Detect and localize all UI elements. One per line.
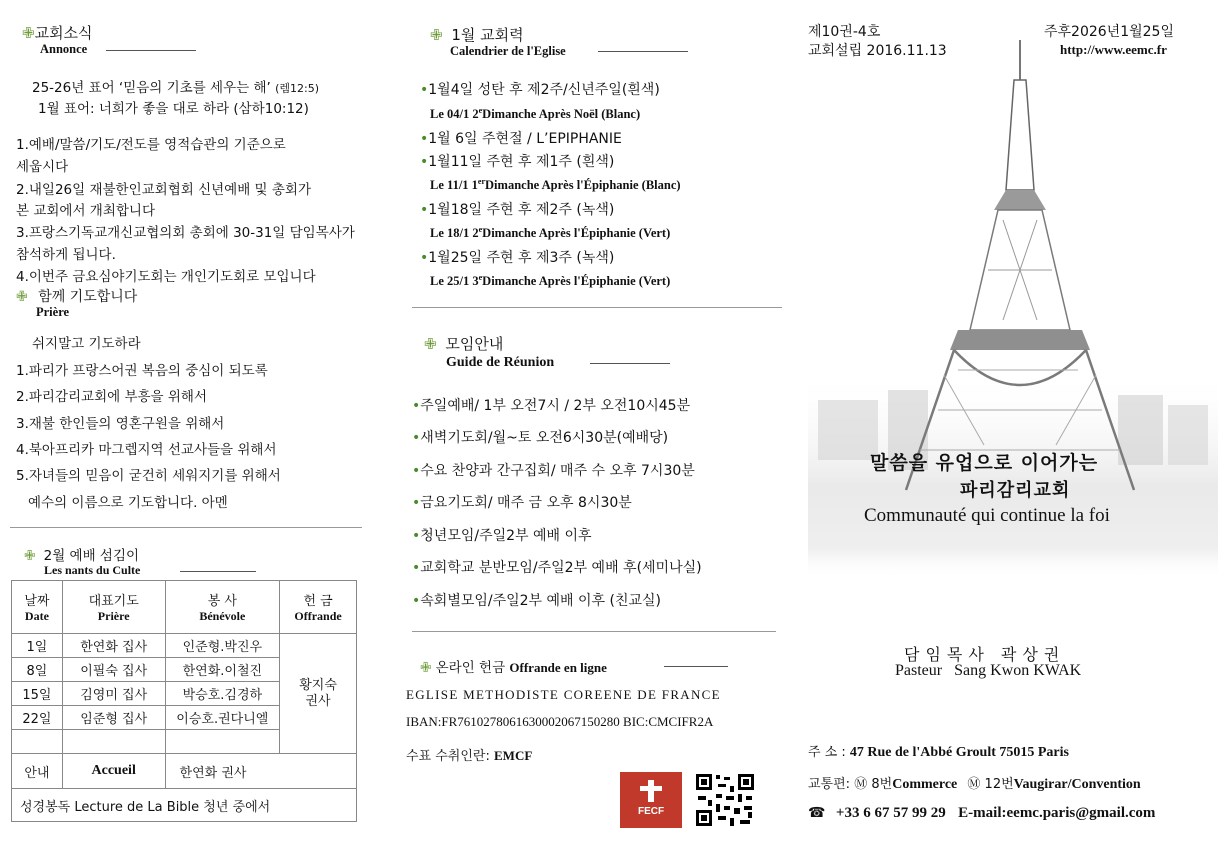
prayer-item: 3.재불 한인들의 영혼구원을 위해서 <box>16 416 225 432</box>
calendar-item: •1월18일 주현 후 제2주 (녹색) <box>420 202 615 218</box>
table-row: 15일 김영미 집사 박승호.김경하 <box>12 682 357 706</box>
news-item: 본 교회에서 개최합니다 <box>16 203 155 219</box>
duty-heading: ✙ 2월 예배 섬김이 <box>24 548 140 564</box>
header-date: 날짜 Date <box>12 581 63 634</box>
calendar-subheading: Calendrier de l'Eglise <box>450 44 566 58</box>
slogan-korean: 말씀을 유업으로 이어가는 <box>870 452 1099 474</box>
news-item: 4.이번주 금요심야기도회는 개인기도회로 모입니다 <box>16 269 316 285</box>
email-link[interactable]: E-mail:eemc.paris@gmail.com <box>958 805 1156 821</box>
meeting-heading: ✙ 모임안내 <box>424 335 504 353</box>
iban: IBAN:FR7610278061630002067150280 BIC:CMCIFR2A <box>406 714 714 729</box>
news-item: 세웁시다 <box>16 159 69 175</box>
transport: 교통편: Ⓜ 8번Commerce Ⓜ 12번Vaugirar/Convention <box>808 777 1141 792</box>
header-volunteer: 봉 사 Bénévole <box>165 581 280 634</box>
prayer-subheading: Prière <box>36 305 70 319</box>
motto-line-2: 1월 표어: 너희가 좋을 대로 하라 (삼하10:12) <box>38 101 309 117</box>
news-item: 2.내일26일 재불한인교회협회 신년예배 및 총회가 <box>16 182 312 198</box>
divider <box>106 50 196 51</box>
contact: ☎ +33 6 67 57 99 29 E-mail:eemc.paris@gmail.com <box>808 805 1156 821</box>
qr-code-icon <box>694 772 756 828</box>
cross-icon: ✙ <box>16 289 28 305</box>
slogan-french: Communauté qui continue la foi <box>864 505 1110 526</box>
motto-line-1: 25-26년 표어 ‘믿음의 기초를 세우는 해’ (렘12:5) <box>32 80 320 96</box>
meeting-item: •금요기도회/ 매주 금 오후 8시30분 <box>412 495 632 511</box>
website-link[interactable]: http://www.eemc.fr <box>1060 42 1167 57</box>
metro-icon: Ⓜ <box>967 777 981 792</box>
cross-icon: ✙ <box>24 548 36 564</box>
divider <box>590 363 670 364</box>
pastor-french: Pasteur Sang Kwon KWAK <box>895 662 1082 679</box>
church-name: 파리감리교회 <box>960 480 1071 501</box>
table-row: 22일 임준형 집사 이승호.권다니엘 <box>12 706 357 730</box>
fecf-logo: FECF <box>620 772 682 828</box>
founded-date: 교회설립 2016.11.13 <box>808 43 947 59</box>
cross-icon: ✙ <box>430 26 443 44</box>
divider <box>664 666 728 667</box>
calendar-item: •1월4일 성탄 후 제2주/신년주일(흰색) <box>420 82 660 98</box>
cross-logo-icon <box>620 772 682 828</box>
prayer-item: 4.북아프리카 마그렙지역 선교사들을 위해서 <box>16 442 277 458</box>
bank-name: EGLISE METHODISTE COREENE DE FRANCE <box>406 687 721 702</box>
section-divider <box>412 307 782 308</box>
prayer-item: 2.파리감리교회에 부흥을 위해서 <box>16 389 207 405</box>
cross-icon: ✙ <box>420 660 432 676</box>
cheque-payee: 수표 수취인란: EMCF <box>406 748 533 764</box>
meeting-item: •수요 찬양과 간구집회/ 매주 수 오후 7시30분 <box>412 463 695 479</box>
divider <box>598 51 688 52</box>
cross-icon: ✙ <box>22 24 35 42</box>
calendar-item-fr: Le 11/1 1erDimanche Après l'Épiphanie (Blanc) <box>430 177 681 193</box>
issue-date: 주후2026년1월25일 <box>1044 24 1174 40</box>
calendar-item-fr: Le 25/1 3eDimanche Après l'Épiphanie (Vert) <box>430 273 671 289</box>
table-header-row <box>12 581 357 634</box>
prayer-close: 예수의 이름으로 기도합니다. 아멘 <box>28 495 228 511</box>
header-prayer: 대표기도 Prière <box>62 581 165 634</box>
online-offering-heading: ✙ 온라인 헌금 Offrande en ligne <box>420 660 607 676</box>
phone-icon: ☎ <box>808 805 826 821</box>
calendar-item: •1월11일 주현 후 제1주 (흰색) <box>420 154 615 170</box>
metro-icon: Ⓜ <box>854 777 868 792</box>
qr-code <box>694 772 756 828</box>
offering-cell: 황지숙 권사 <box>280 634 357 754</box>
divider <box>180 571 256 572</box>
meeting-item: •새벽기도회/월~토 오전6시30분(예배당) <box>412 430 669 446</box>
calendar-item-fr: Le 18/1 2eDimanche Après l'Épiphanie (Vert) <box>430 225 671 241</box>
meeting-item: •교회학교 분반모임/주일2부 예배 후(세미나실) <box>412 560 702 576</box>
volume-number: 제10권-4호 <box>808 24 881 40</box>
address: 주 소 : 47 Rue de l'Abbé Groult 75015 Paris <box>808 745 1069 760</box>
guide-row: 안내 Accueil 한연화 권사 <box>12 754 357 789</box>
calendar-heading: ✙ 1월 교회력 <box>430 26 524 44</box>
pastor-korean: 담임목사 곽상권 <box>904 645 1066 664</box>
meeting-item: •주일예배/ 1부 오전7시 / 2부 오전10시45분 <box>412 398 691 414</box>
calendar-item-fr: Le 04/1 2eDimanche Après Noël (Blanc) <box>430 106 641 122</box>
prayer-item: 1.파리가 프랑스어권 복음의 중심이 되도록 <box>16 363 268 379</box>
table-row: 8일 이필숙 집사 한연화.이철진 <box>12 658 357 682</box>
news-item: 3.프랑스기독교개신교협의회 총회에 30-31일 담임목사가 <box>16 225 355 241</box>
table-row: 1일 한연화 집사 인준형.박진우 황지숙 권사 <box>12 634 357 658</box>
calendar-item: •1월25일 주현 후 제3주 (녹색) <box>420 250 615 266</box>
news-subheading: Annonce <box>40 42 88 56</box>
news-item: 1.예배/말씀/기도/전도를 영적습관의 기준으로 <box>16 137 286 153</box>
prayer-heading: ✙ 함께 기도합니다 <box>16 289 138 305</box>
prayer-item: 5.자녀들의 믿음이 굳건히 세워지기를 위해서 <box>16 468 281 484</box>
meeting-item: •청년모임/주일2부 예배 이후 <box>412 528 592 544</box>
prayer-intro: 쉬지말고 기도하라 <box>32 336 141 352</box>
header-offering: 헌 금 Offrande <box>280 581 357 634</box>
meeting-subheading: Guide de Réunion <box>446 355 555 370</box>
reading-row: 성경봉독 Lecture de La Bible 청년 중에서 <box>12 789 357 822</box>
calendar-item: •1월 6일 주현절 / L’EPIPHANIE <box>420 131 622 147</box>
section-divider <box>10 527 362 528</box>
news-heading: ✙교회소식 <box>22 24 93 42</box>
duty-subheading: Les nants du Culte <box>44 563 141 577</box>
duty-table <box>11 580 357 822</box>
cross-icon: ✙ <box>424 335 437 353</box>
section-divider <box>412 631 776 632</box>
meeting-item: •속회별모임/주일2부 예배 이후 (친교실) <box>412 593 662 609</box>
news-item: 참석하게 됩니다. <box>16 247 116 263</box>
